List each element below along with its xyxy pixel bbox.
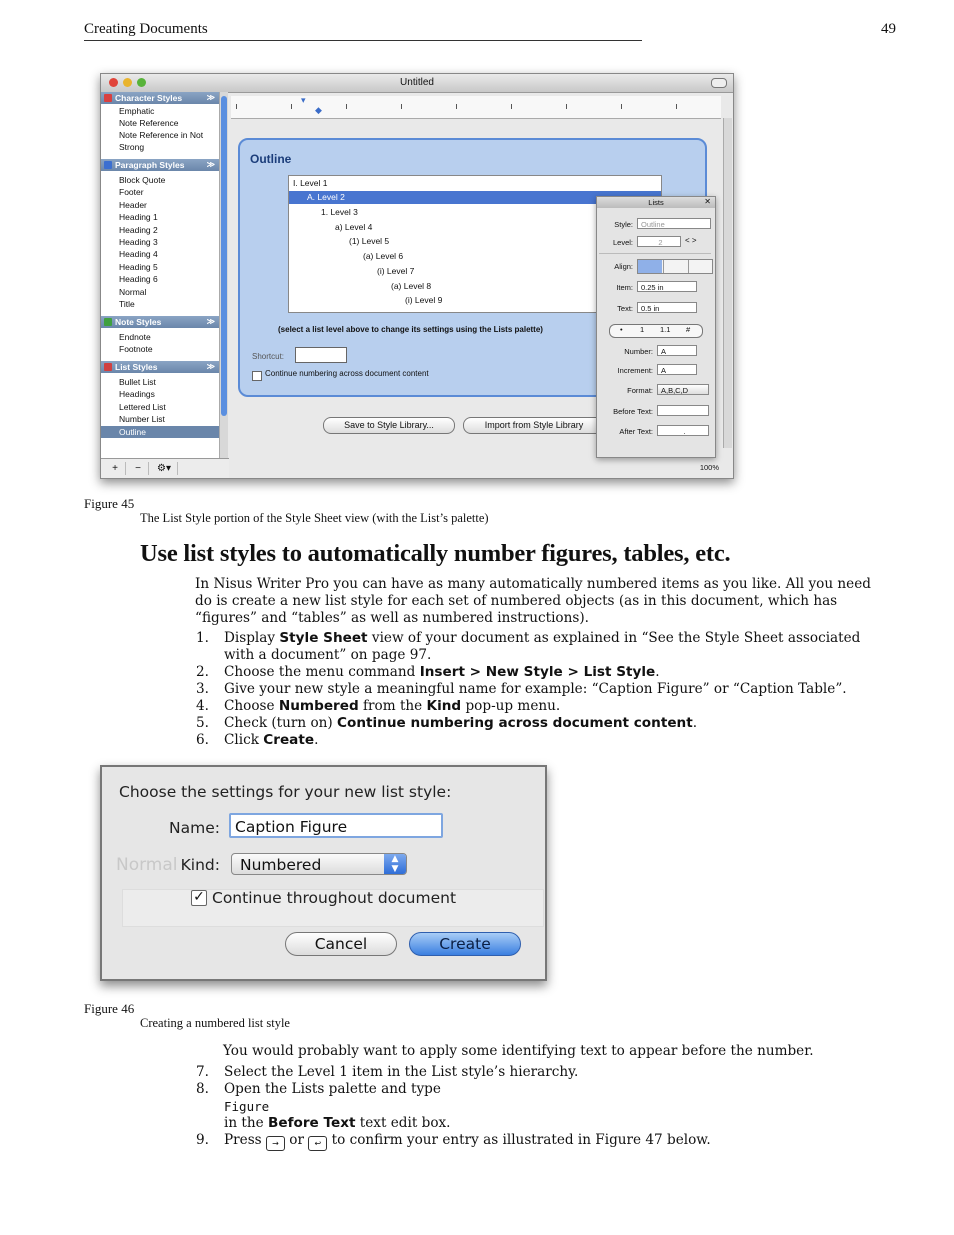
figure-45-caption: The List Style portion of the Style Sheet view (with the List’s palette) bbox=[140, 511, 489, 525]
sidebar-section-list-styles[interactable]: List Styles ≫ bbox=[101, 361, 219, 373]
lists-palette-title: Lists bbox=[597, 197, 715, 208]
lists-palette bbox=[596, 196, 716, 458]
list-level-item[interactable]: (a) Level 6 bbox=[363, 251, 404, 262]
style-sidebar bbox=[101, 92, 222, 458]
running-header-title: Creating Documents bbox=[84, 21, 208, 37]
list-level-item[interactable]: (i) Level 7 bbox=[377, 265, 415, 276]
section-heading: Use list styles to automatically number figures, tables, etc. bbox=[140, 540, 731, 567]
sidebar-item[interactable]: Note Reference bbox=[119, 118, 179, 128]
collapse-chevron-icon: ≫ bbox=[206, 160, 215, 169]
sidebar-item[interactable]: Heading 6 bbox=[119, 274, 158, 285]
shortcut-field[interactable] bbox=[295, 347, 347, 363]
sidebar-item-selected[interactable]: Outline bbox=[119, 427, 146, 437]
sidebar-toolbar bbox=[101, 458, 229, 479]
level-label: Level: bbox=[612, 238, 633, 247]
header-rule bbox=[84, 40, 642, 41]
indent-marker-icon[interactable]: ▾ bbox=[301, 96, 306, 106]
sidebar-item[interactable]: Heading 4 bbox=[119, 249, 158, 260]
align-center-icon[interactable] bbox=[663, 260, 688, 273]
increment-field[interactable]: A bbox=[657, 364, 697, 375]
align-segmented-control[interactable] bbox=[637, 259, 713, 274]
save-to-style-library-button[interactable]: Save to Style Library... bbox=[323, 417, 455, 434]
sidebar-item[interactable]: Footnote bbox=[119, 344, 153, 355]
sidebar-item[interactable]: Heading 2 bbox=[119, 224, 158, 235]
format-label: Format: bbox=[627, 386, 653, 395]
list-level-item[interactable]: I. Level 1 bbox=[293, 178, 328, 188]
sidebar-item[interactable]: Headings bbox=[119, 389, 155, 400]
list-level-item[interactable]: (a) Level 8 bbox=[391, 280, 432, 291]
step-8: 8. Open the Lists palette and type bbox=[196, 1081, 441, 1097]
scroll-thumb[interactable] bbox=[221, 96, 227, 416]
sidebar-item[interactable]: Heading 5 bbox=[119, 261, 158, 272]
sidebar-item[interactable]: Title bbox=[119, 299, 135, 309]
sidebar-section-character-styles[interactable]: Character Styles ≫ bbox=[101, 92, 219, 104]
sidebar-item[interactable]: Header bbox=[119, 199, 147, 210]
style-popup[interactable]: Outline bbox=[637, 218, 711, 229]
figure-46-label: Figure 46 bbox=[84, 1001, 135, 1016]
increment-label: Increment: bbox=[617, 366, 653, 375]
paragraph-styles-icon bbox=[104, 161, 112, 169]
list-level-item[interactable]: a) Level 4 bbox=[335, 221, 373, 232]
cancel-button[interactable]: Cancel bbox=[285, 932, 397, 956]
shortcut-label: Shortcut: bbox=[252, 352, 285, 361]
list-styles-icon bbox=[104, 363, 112, 371]
seg-number[interactable]: 1 bbox=[640, 325, 645, 334]
steps-list bbox=[196, 630, 884, 749]
align-label: Align: bbox=[614, 262, 633, 271]
toolbar-toggle-button[interactable] bbox=[711, 78, 727, 88]
sidebar-item[interactable]: Heading 1 bbox=[119, 212, 158, 223]
list-level-item[interactable]: (1) Level 5 bbox=[349, 236, 390, 247]
seg-hierarchical[interactable]: 1.1 bbox=[660, 325, 671, 334]
page-number: 49 bbox=[881, 21, 896, 37]
seg-bullet[interactable]: • bbox=[620, 325, 623, 334]
number-field[interactable]: A bbox=[657, 345, 697, 356]
sidebar-item[interactable]: Endnote bbox=[119, 332, 151, 342]
collapse-chevron-icon: ≫ bbox=[206, 93, 215, 102]
intro-paragraph: In Nisus Writer Pro you can have as many automatically numbered items as you like. All you need do is create a new list style for each set of numbered objects (as in this document, which has “figures” and “tables” as well as numbered instructions). bbox=[195, 576, 871, 626]
window-titlebar bbox=[101, 74, 733, 93]
align-right-icon[interactable] bbox=[688, 260, 713, 273]
document-scrollbar[interactable] bbox=[723, 118, 732, 448]
step-1: 1. Display Style Sheet view of your document as explained in “See the Style Sheet associated with a document” on page 97. bbox=[196, 630, 861, 663]
step-8-continued: in the Before Text text edit box. bbox=[224, 1115, 451, 1131]
followup-paragraph: You would probably want to apply some identifying text to appear before the number. bbox=[223, 1043, 814, 1059]
sidebar-scrollbar[interactable] bbox=[219, 92, 228, 458]
sidebar-section-note-styles[interactable]: Note Styles ≫ bbox=[101, 316, 219, 328]
format-popup[interactable]: A,B,C,D bbox=[657, 384, 709, 395]
sidebar-item[interactable]: Emphatic bbox=[119, 106, 155, 116]
figure-46-caption: Creating a numbered list style bbox=[140, 1016, 290, 1030]
add-style-button[interactable]: + bbox=[105, 462, 126, 475]
list-level-item[interactable]: (i) Level 9 bbox=[405, 295, 443, 306]
item-indent-field[interactable]: 0.25 in bbox=[637, 281, 697, 292]
tab-key-icon: → bbox=[266, 1136, 285, 1151]
return-key-icon: ↩ bbox=[308, 1136, 327, 1151]
background-ghost-text: Normal bbox=[116, 855, 178, 875]
sidebar-item[interactable]: Bullet List bbox=[119, 377, 156, 387]
style-label: Style: bbox=[614, 220, 633, 229]
after-text-label: After Text: bbox=[619, 427, 653, 436]
step-9: 9. Press → or ↩ to confirm your entry as illustrated in Figure 47 below. bbox=[224, 1132, 884, 1151]
updown-arrows-icon: ▲ ▼ bbox=[384, 854, 406, 874]
text-label: Text: bbox=[617, 304, 633, 313]
level-field[interactable]: 2 bbox=[637, 236, 681, 247]
level-stepper-arrows-icon[interactable]: < > bbox=[685, 236, 697, 245]
sidebar-section-paragraph-styles[interactable]: Paragraph Styles ≫ bbox=[101, 159, 219, 171]
style-actions-gear-button[interactable]: ⚙▾ bbox=[151, 462, 178, 475]
item-label: Item: bbox=[616, 283, 633, 292]
sidebar-item[interactable]: Strong bbox=[119, 142, 145, 152]
sidebar-item[interactable]: Heading 3 bbox=[119, 237, 158, 247]
level-selection-note: (select a list level above to change its settings using the Lists palette) bbox=[278, 325, 543, 334]
number-label: Number: bbox=[624, 347, 653, 356]
collapse-chevron-icon: ≫ bbox=[206, 362, 215, 371]
name-label: Name: bbox=[169, 819, 220, 837]
remove-style-button[interactable]: − bbox=[128, 462, 149, 475]
figure-45-label: Figure 45 bbox=[84, 496, 135, 511]
ruler[interactable] bbox=[231, 96, 721, 119]
import-from-style-library-button[interactable]: Import from Style Library bbox=[463, 417, 605, 434]
before-text-label: Before Text: bbox=[613, 407, 653, 416]
figure-46-screenshot bbox=[100, 765, 547, 981]
list-level-item[interactable]: 1. Level 3 bbox=[321, 207, 358, 217]
kind-select-value: Numbered bbox=[240, 856, 322, 874]
sidebar-item[interactable]: Number List bbox=[119, 414, 165, 425]
continue-throughout-checkbox[interactable]: ✓ bbox=[191, 890, 207, 906]
name-input[interactable]: Caption Figure bbox=[229, 813, 443, 838]
figure-45-screenshot bbox=[100, 73, 734, 479]
step-2: 2. Choose the menu command Insert > New Style > List Style. bbox=[196, 664, 660, 680]
kind-select[interactable] bbox=[231, 853, 407, 875]
step-4: 4. Choose Numbered from the Kind pop-up menu. bbox=[196, 698, 561, 714]
character-styles-icon bbox=[104, 94, 112, 102]
numbering-type-segmented-control[interactable] bbox=[609, 324, 703, 338]
dialog-title: Choose the settings for your new list style: bbox=[119, 783, 452, 801]
palette-close-icon[interactable]: ✕ bbox=[704, 197, 711, 206]
step-7: 7. Select the Level 1 item in the List style’s hierarchy. bbox=[196, 1064, 579, 1080]
text-indent-field[interactable]: 0.5 in bbox=[637, 302, 697, 313]
collapse-chevron-icon: ≫ bbox=[206, 317, 215, 326]
note-styles-icon bbox=[104, 318, 112, 326]
tab-stop-icon[interactable]: ◆ bbox=[315, 106, 322, 116]
steps-list-2 bbox=[196, 1064, 884, 1151]
continue-numbering-label: Continue numbering across document content bbox=[265, 369, 429, 378]
list-level-item-selected[interactable]: A. Level 2 bbox=[307, 192, 345, 202]
continue-throughout-label: Continue throughout document bbox=[212, 889, 457, 907]
seg-custom[interactable]: # bbox=[686, 325, 691, 334]
sidebar-item[interactable]: Lettered List bbox=[119, 401, 166, 412]
window-title: Untitled bbox=[400, 77, 434, 88]
step-3: 3. Give your new style a meaningful name for example: “Caption Figure” or “Caption Table”. bbox=[196, 681, 847, 697]
zoom-level[interactable]: 100% bbox=[699, 463, 719, 472]
step-5: 5. Check (turn on) Continue numbering across document content. bbox=[196, 715, 698, 731]
step-6: 6. Click Create. bbox=[196, 732, 319, 748]
kind-label: Kind: bbox=[180, 856, 220, 874]
sidebar-item[interactable]: Normal bbox=[119, 286, 147, 297]
sidebar-item[interactable]: Block Quote bbox=[119, 175, 166, 185]
align-left-icon[interactable] bbox=[638, 260, 662, 273]
step-8-code: Figure bbox=[224, 1099, 270, 1114]
sidebar-item[interactable]: Note Reference in Not bbox=[119, 130, 204, 140]
before-text-field[interactable] bbox=[657, 405, 709, 416]
list-style-name: Outline bbox=[250, 152, 292, 166]
continue-numbering-checkbox[interactable] bbox=[252, 371, 262, 381]
create-button[interactable]: Create bbox=[409, 932, 521, 956]
sidebar-item[interactable]: Footer bbox=[119, 187, 144, 198]
after-text-field[interactable]: . bbox=[657, 425, 709, 436]
